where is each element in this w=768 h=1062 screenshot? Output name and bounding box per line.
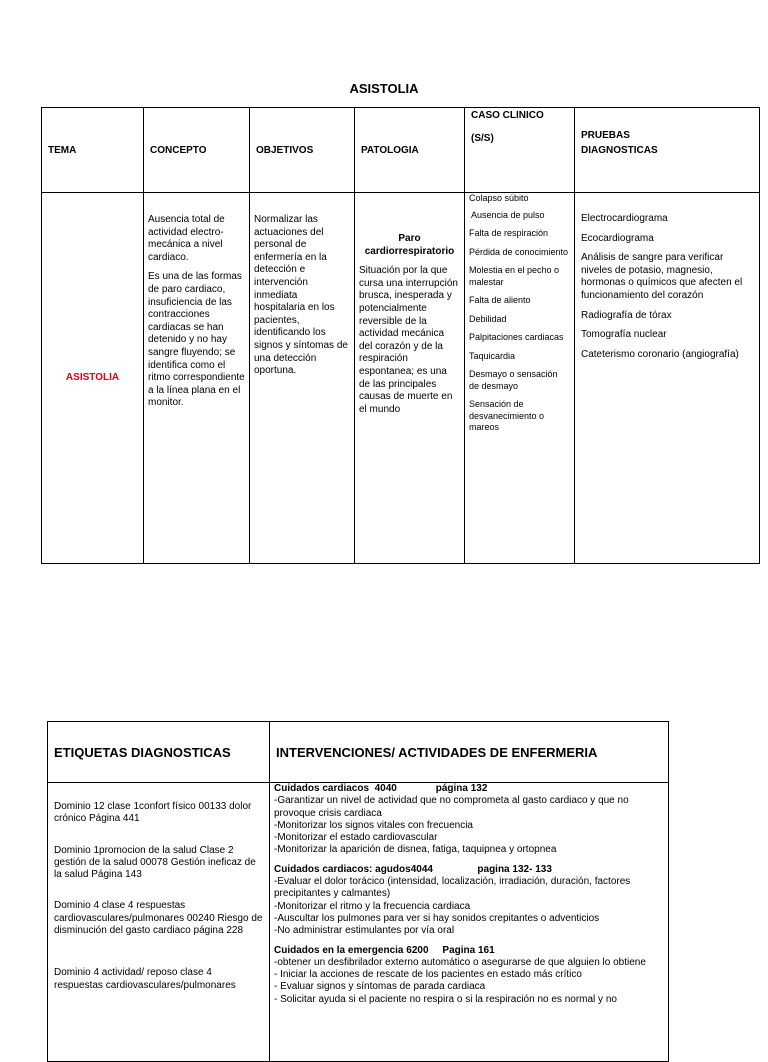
header-intervenciones: INTERVENCIONES/ ACTIVIDADES DE ENFERMERIA [270, 722, 669, 783]
header-objetivos: OBJETIVOS [250, 108, 355, 193]
caso-clinico-item: Desmayo o sensación de desmayo [469, 369, 558, 391]
caso-clinico-item: Falta de aliento [469, 295, 531, 305]
concepto-paragraph: Es una de las formas de paro cardiaco, insuficiencia de las contracciones cardiacas se han detenido y no hay sangre fluyendo; se identifica como el ritmo correspondiente a la línea plana en el monitor. [148, 271, 245, 409]
caso-clinico-item: Debilidad [469, 313, 507, 324]
intervencion-item: -Auscultar los pulmones para ver si hay sonidos crepitantes o adventicios [274, 912, 600, 924]
prueba-item: Cateterismo coronario (angiografía) [581, 348, 739, 360]
intervencion-item: -No administrar estimulantes por vía oral [274, 925, 455, 937]
pruebas-cell [575, 193, 760, 564]
objetivos-text: Normalizar las actuaciones del personal de enfermería en la detección e intervención inmediata hospitalaria en los pacientes, identificando los signos y síntomas de una detección oportuna. [254, 214, 348, 377]
intervencion-item: - Iniciar la acciones de rescate de los pacientes en estado más crítico [274, 969, 582, 981]
header-pruebas [575, 108, 760, 193]
page-title: ASISTOLIA [349, 81, 419, 96]
etiqueta-item: Dominio 4 actividad/ reposo clase 4 respuestas cardiovasculares/pulmonares [54, 967, 236, 991]
caso-clinico-item: Palpitaciones cardiacas [469, 332, 564, 342]
caso-clinico-item: Taquicardia [469, 350, 516, 361]
diagnosticos-table [47, 721, 669, 1062]
intervencion-item: -Monitorizar la aparición de disnea, fatiga, taquipnea y ortopnea [274, 844, 557, 856]
intervencion-item: - Evaluar signos y síntomas de parada cardiaca [274, 981, 486, 993]
objetivos-cell [250, 193, 355, 564]
etiqueta-item: Dominio 12 clase 1confort físico 00133 dolor crónico Página 441 [54, 801, 252, 825]
etiqueta-item: Dominio 4 clase 4 respuestas cardiovasculares/pulmonares 00240 Riesgo de disminución del gasto cardiaco página 228 [54, 900, 263, 937]
intervencion-block [274, 864, 662, 938]
tema-cell: ASISTOLIA [42, 193, 144, 564]
caso-clinico-item: Colapso súbito [469, 193, 529, 203]
intervencion-block [274, 945, 662, 1006]
table-header-row [48, 722, 669, 783]
table-row [42, 193, 760, 564]
patologia-text: Situación por la que cursa una interrupción brusca, inesperada y potencialmente reversible de la actividad mecánica del corazón y de la respiración espontanea; es una de las principales causas de muerte en el mundo [359, 265, 458, 415]
intervencion-block [274, 783, 662, 857]
prueba-item: Análisis de sangre para verificar niveles de potasio, magnesio, hormonas o químicos que afecten el funcionamiento del corazón [581, 252, 743, 301]
intervencion-item: -Garantizar un nivel de actividad que no comprometa al gasto cardiaco y que no provoque crisis cardiaca [274, 795, 629, 819]
header-pruebas-line2: DIAGNOSTICAS [581, 145, 658, 156]
caso-clinico-cell [465, 193, 575, 564]
header-tema: TEMA [42, 108, 144, 193]
prueba-item: Electrocardiograma [581, 213, 668, 224]
caso-clinico-item: Pérdida de conocimiento [469, 246, 569, 257]
patologia-title: Paro cardiorrespiratorio [364, 233, 455, 257]
asistolia-table [41, 107, 760, 564]
intervencion-item: -Evaluar el dolor torácico (intensidad, localización, irradiación, duración, factores precipitantes y calmantes) [274, 876, 631, 900]
intervencion-item: -Monitorizar el estado cardiovascular [274, 832, 438, 844]
prueba-item: Ecocardiograma [581, 232, 654, 244]
intervencion-item: -obtener un desfibrilador externo automático o asegurarse de que alguien lo obtiene [274, 956, 646, 968]
prueba-item: Tomografía nuclear [581, 329, 667, 341]
caso-clinico-item: Falta de respiración [469, 228, 549, 238]
patologia-cell [355, 193, 465, 564]
header-caso-line2: (S/S) [471, 133, 494, 144]
intervenciones-cell [270, 783, 669, 1062]
caso-clinico-item: Molestia en el pecho o malestar [469, 265, 560, 287]
intervencion-heading: Cuidados en la emergencia 6200 Pagina 161 [274, 944, 495, 956]
table-header-row [42, 108, 760, 193]
header-caso-line1: CASO CLINICO [471, 110, 544, 121]
caso-clinico-item: Ausencia de pulso [469, 209, 545, 220]
header-patologia: PATOLOGIA [355, 108, 465, 193]
header-etiquetas: ETIQUETAS DIAGNOSTICAS [48, 722, 270, 783]
etiquetas-cell [48, 783, 270, 1062]
header-caso-clinico [465, 108, 575, 193]
etiqueta-item: Dominio 1promocion de la salud Clase 2 gestión de la salud 00078 Gestión ineficaz de la salud Página 143 [54, 844, 256, 881]
prueba-item: Radiografía de tórax [581, 309, 672, 321]
header-pruebas-line1: PRUEBAS [581, 130, 630, 141]
intervencion-item: -Monitorizar los signos vitales con frecuencia [274, 819, 473, 831]
intervencion-heading: Cuidados cardiacos: agudos4044 pagina 132- 133 [274, 863, 552, 875]
intervencion-item: - Solicitar ayuda si el paciente no respira o si la respiración no es normal y no [274, 993, 617, 1005]
intervencion-item: -Monitorizar el ritmo y la frecuencia cardiaca [274, 900, 471, 912]
intervencion-heading: Cuidados cardiacos 4040 página 132 [274, 783, 488, 794]
concepto-cell [144, 193, 250, 564]
table-row [48, 783, 669, 1062]
concepto-paragraph: Ausencia total de actividad electro-mecánica a nivel cardiaco. [148, 214, 225, 263]
caso-clinico-item: Sensación de desvanecimiento o mareos [469, 399, 545, 432]
header-concepto: CONCEPTO [144, 108, 250, 193]
